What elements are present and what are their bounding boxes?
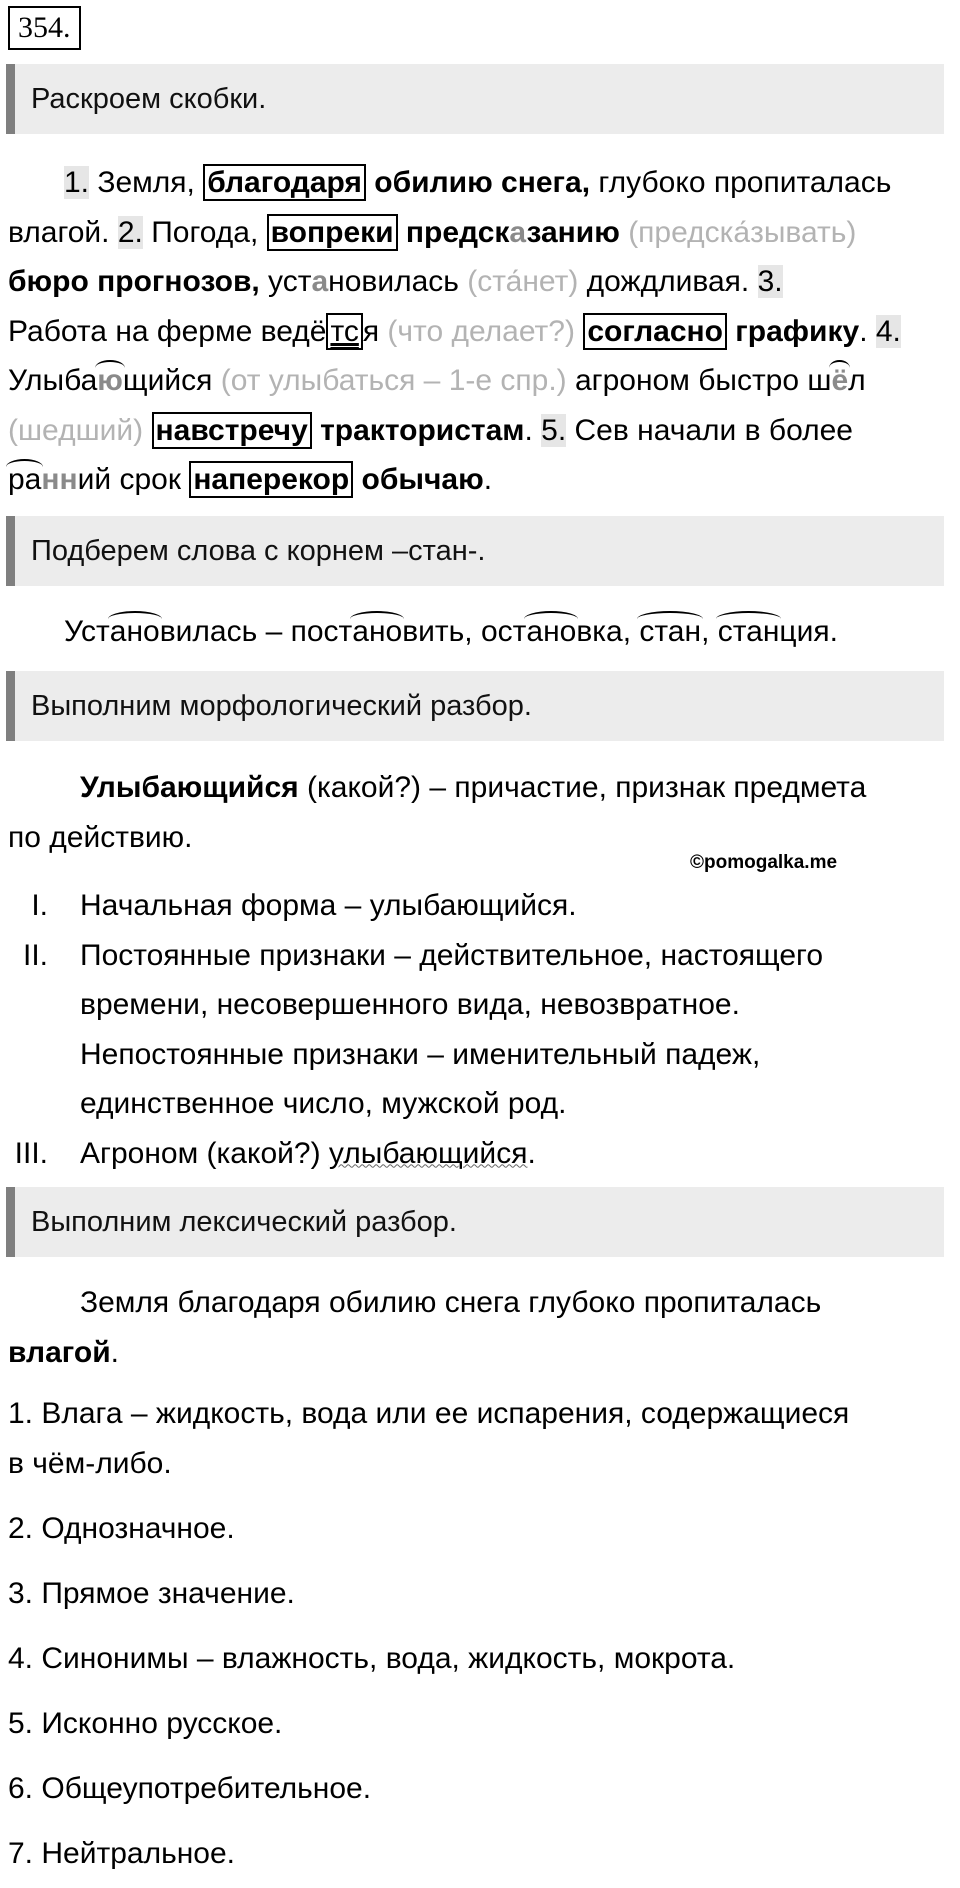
list-item: II. Постоянные признаки – действительное, настоящего	[22, 938, 824, 972]
morph-intro: Улыбающийся (какой?) – причастие, признак предмета по действию.	[8, 771, 867, 854]
list-item: времени, несовершенного вида, невозвратное.	[80, 988, 740, 1021]
lex-item-6: 6. Общеупотребительное.	[8, 1772, 372, 1805]
section-header-morph: Выполним морфологический разбор.	[6, 671, 944, 741]
exercise-text	[8, 158, 956, 505]
section-header-root: Подберем слова с корнем –стан-.	[6, 516, 944, 586]
section-header-lexical: Выполним лексический разбор.	[6, 1187, 944, 1257]
root-words: Установилась – постановить, остановка, стан, станция.	[8, 607, 956, 657]
list-item: Непостоянные признаки – именительный падеж,	[80, 1037, 761, 1071]
lex-item-5: 5. Исконно русское.	[8, 1707, 283, 1740]
lex-item-2: 2. Однозначное.	[8, 1512, 235, 1545]
line-3: бюро прогнозов, установилась (ста́нет) дождливая. 3.	[8, 265, 783, 298]
watermark: ©pomogalka.me	[690, 852, 838, 873]
preposition-box: согласно	[583, 313, 727, 350]
lex-item-4: 4. Синонимы – влажность, вода, жидкость, мокрота.	[8, 1642, 736, 1675]
list-item: единственное число, мужской род.	[80, 1087, 567, 1120]
list-item: III. Агроном (какой?) улыбающийся.	[14, 1136, 536, 1170]
list-item: I. Начальная форма – улыбающийся.	[31, 889, 577, 922]
line-2: влагой. 2. Погода, вопреки предсказанию (предска́зывать)	[8, 215, 857, 249]
morph-list	[8, 881, 956, 1178]
preposition-box: вопреки	[267, 214, 398, 251]
section-header-brackets: Раскроем скобки.	[6, 64, 944, 134]
lexical-sentence: Земля благодаря обилию снега глубоко пропиталась влагой.	[8, 1286, 822, 1369]
line-6: (шедший) навстречу трактористам. 5. Сев начали в более	[8, 413, 853, 447]
lex-item-7: 7. Нейтральное.	[8, 1837, 235, 1870]
line-5: Улыбающийся (от улыбаться – 1-е спр.) агроном быстро шёл	[8, 356, 956, 406]
suffix-box: тс	[326, 313, 362, 350]
preposition-box: наперекор	[189, 461, 353, 498]
line-7: ранний срок наперекор обычаю.	[8, 455, 956, 505]
line-4: Работа на ферме ведё тс я (что делает?) согласно графику. 4.	[8, 314, 901, 348]
preposition-box: благодаря	[203, 164, 366, 201]
lex-item-1-cont: в чём-либо.	[8, 1447, 172, 1480]
line-1: 1. Земля, благодаря обилию снега, глубоко пропиталась	[64, 166, 892, 199]
preposition-box: навстречу	[152, 412, 312, 449]
lex-item-1: 1. Влага – жидкость, вода или ее испарения, содержащиеся	[8, 1397, 850, 1430]
lex-item-3: 3. Прямое значение.	[8, 1577, 295, 1610]
task-number: 354.	[8, 6, 81, 50]
